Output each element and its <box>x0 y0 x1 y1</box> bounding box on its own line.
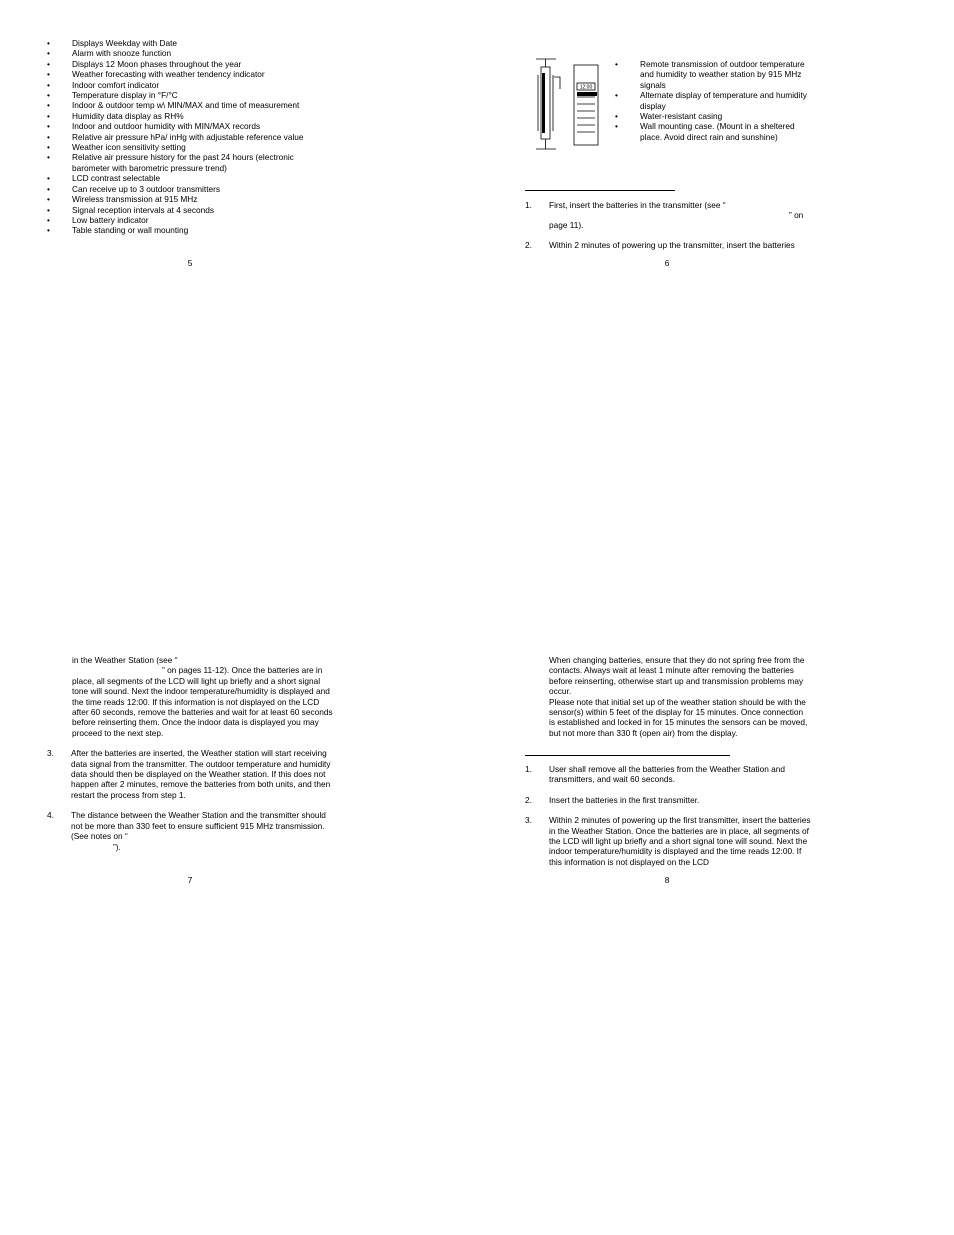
continuation-paragraph <box>47 655 334 738</box>
list-item: • Table standing or wall mounting <box>47 225 347 235</box>
step-item <box>525 795 812 805</box>
page-5 <box>47 38 347 236</box>
feature-list <box>47 38 347 236</box>
list-item: • Weather icon sensitivity setting <box>47 142 347 152</box>
list-item: • Remote transmission of outdoor temperature and humidity to weather station by 915 MHz signals <box>615 59 810 90</box>
step-text: First, insert the batteries in the transmitter (see “ <box>549 200 726 210</box>
page-7 <box>47 655 337 852</box>
list-item: • Wall mounting case. (Mount in a sheltered place. Avoid direct rain and sunshine) <box>615 121 810 142</box>
list-item: • Indoor and outdoor humidity with MIN/MAX records <box>47 121 347 131</box>
page-number: 7 <box>187 875 193 885</box>
step-item <box>47 748 337 800</box>
list-item: • Displays Weekday with Date <box>47 38 347 48</box>
paragraph: When changing batteries, ensure that they do not spring free from the contacts. Always wait at least 1 minute after removing the batteries before reinserting, otherwise start up and transmission problems may occur. <box>549 655 805 697</box>
list-item: • Water-resistant casing <box>615 111 820 121</box>
page-8-steps <box>525 764 812 867</box>
transmitter-illustration <box>530 55 602 153</box>
display-readout: 12:00 <box>579 84 593 91</box>
list-item: • Wireless transmission at 915 MHz <box>47 194 347 204</box>
list-item: • Signal reception intervals at 4 seconds <box>47 205 347 215</box>
page-6-steps <box>525 200 815 252</box>
paragraph-body: ” on pages 11-12). Once the batteries are in place, all segments of the LCD will light up briefly and a short signal tone will sound. Next the indoor temperature/humidity is displayed and the time reads 12:00. If this information is not displayed on the LCD after 60 seconds, remove the batteries and wait for at least 60 seconds before reinserting them. Once the indoor data is displayed you may proceed to the next step. <box>72 665 333 738</box>
weather-station-icon <box>530 55 602 153</box>
list-item: • Relative air pressure history for the past 24 hours (electronic barometer with barometric pressure trend) <box>47 152 312 173</box>
list-item: • Low battery indicator <box>47 215 347 225</box>
list-item: • Can receive up to 3 outdoor transmitters <box>47 184 347 194</box>
transmitter-feature-list <box>615 59 820 142</box>
step-text: After the batteries are inserted, the Weather station will start receiving data signal from the transmitter. The outdoor temperature and humidity data should then be displayed on the Weather station. If this does not happen after 2 minutes, remove the batteries from both units, and then restart the process from step 1. <box>71 748 331 800</box>
step-item <box>525 200 815 231</box>
list-item: • Temperature display in °F/°C <box>47 90 347 100</box>
list-item: • Alternate display of temperature and humidity display <box>615 90 810 111</box>
step-text: The distance between the Weather Station and the transmitter should not be more than 330 feet to ensure sufficient 915 MHz transmission. (See notes on “ <box>71 810 326 842</box>
step-text: page 11). <box>549 220 584 230</box>
section-divider <box>525 755 730 756</box>
page-number: 8 <box>664 875 670 885</box>
step-text: Within 2 minutes of powering up the first transmitter, insert the batteries in the Weather Station. Once the batteries are in place, all segments of the LCD will light up briefly and a short signal tone will sound. Next the indoor temperature/humidity is displayed and the time reads 12:00. If this information is not displayed on the LCD <box>549 815 811 867</box>
page-number: 5 <box>187 258 193 268</box>
step-text: Within 2 minutes of powering up the transmitter, insert the batteries <box>549 240 795 250</box>
step-number: 4. <box>47 810 54 821</box>
paragraph: Please note that initial set up of the weather station should be with the sensor(s) within 5 feet of the display for 15 minutes. Once connection is established and locked in for 15 minutes the sensors can be moved, but not more than 330 ft (open air) from the display. <box>549 696 808 738</box>
list-item: • Weather forecasting with weather tendency indicator <box>47 69 347 79</box>
list-item: • Indoor & outdoor temp w\ MIN/MAX and time of measurement <box>47 100 347 110</box>
list-item: • Indoor comfort indicator <box>47 80 347 90</box>
list-item: • Relative air pressure hPa/ inHg with adjustable reference value <box>47 132 347 142</box>
step-number: 3. <box>525 815 532 826</box>
paragraph-line: in the Weather Station (see “ <box>72 655 178 665</box>
step-text: ”). <box>113 841 121 852</box>
page-8-note <box>549 655 811 738</box>
step-number: 2. <box>525 794 532 805</box>
step-item <box>525 764 812 785</box>
step-item <box>47 810 337 852</box>
list-item: • Humidity data display as RH% <box>47 111 347 121</box>
step-list <box>47 748 337 852</box>
step-number: 1. <box>525 200 532 210</box>
step-number: 1. <box>525 764 532 774</box>
step-list <box>525 764 812 867</box>
step-item <box>525 240 815 252</box>
step-item <box>525 815 812 867</box>
list-item: • Alarm with snooze function <box>47 48 347 58</box>
list-item: • Displays 12 Moon phases throughout the year <box>47 59 347 69</box>
step-text: User shall remove all the batteries from the Weather Station and transmitters, and wait 60 seconds. <box>549 764 785 785</box>
page-number: 6 <box>664 258 670 268</box>
step-text: Insert the batteries in the first transmitter. <box>549 794 700 805</box>
list-item: • LCD contrast selectable <box>47 173 347 183</box>
step-number: 3. <box>47 748 54 759</box>
page-6-features <box>615 59 820 142</box>
section-divider <box>525 190 675 191</box>
step-text: ” on <box>789 210 804 220</box>
step-number: 2. <box>525 240 532 250</box>
